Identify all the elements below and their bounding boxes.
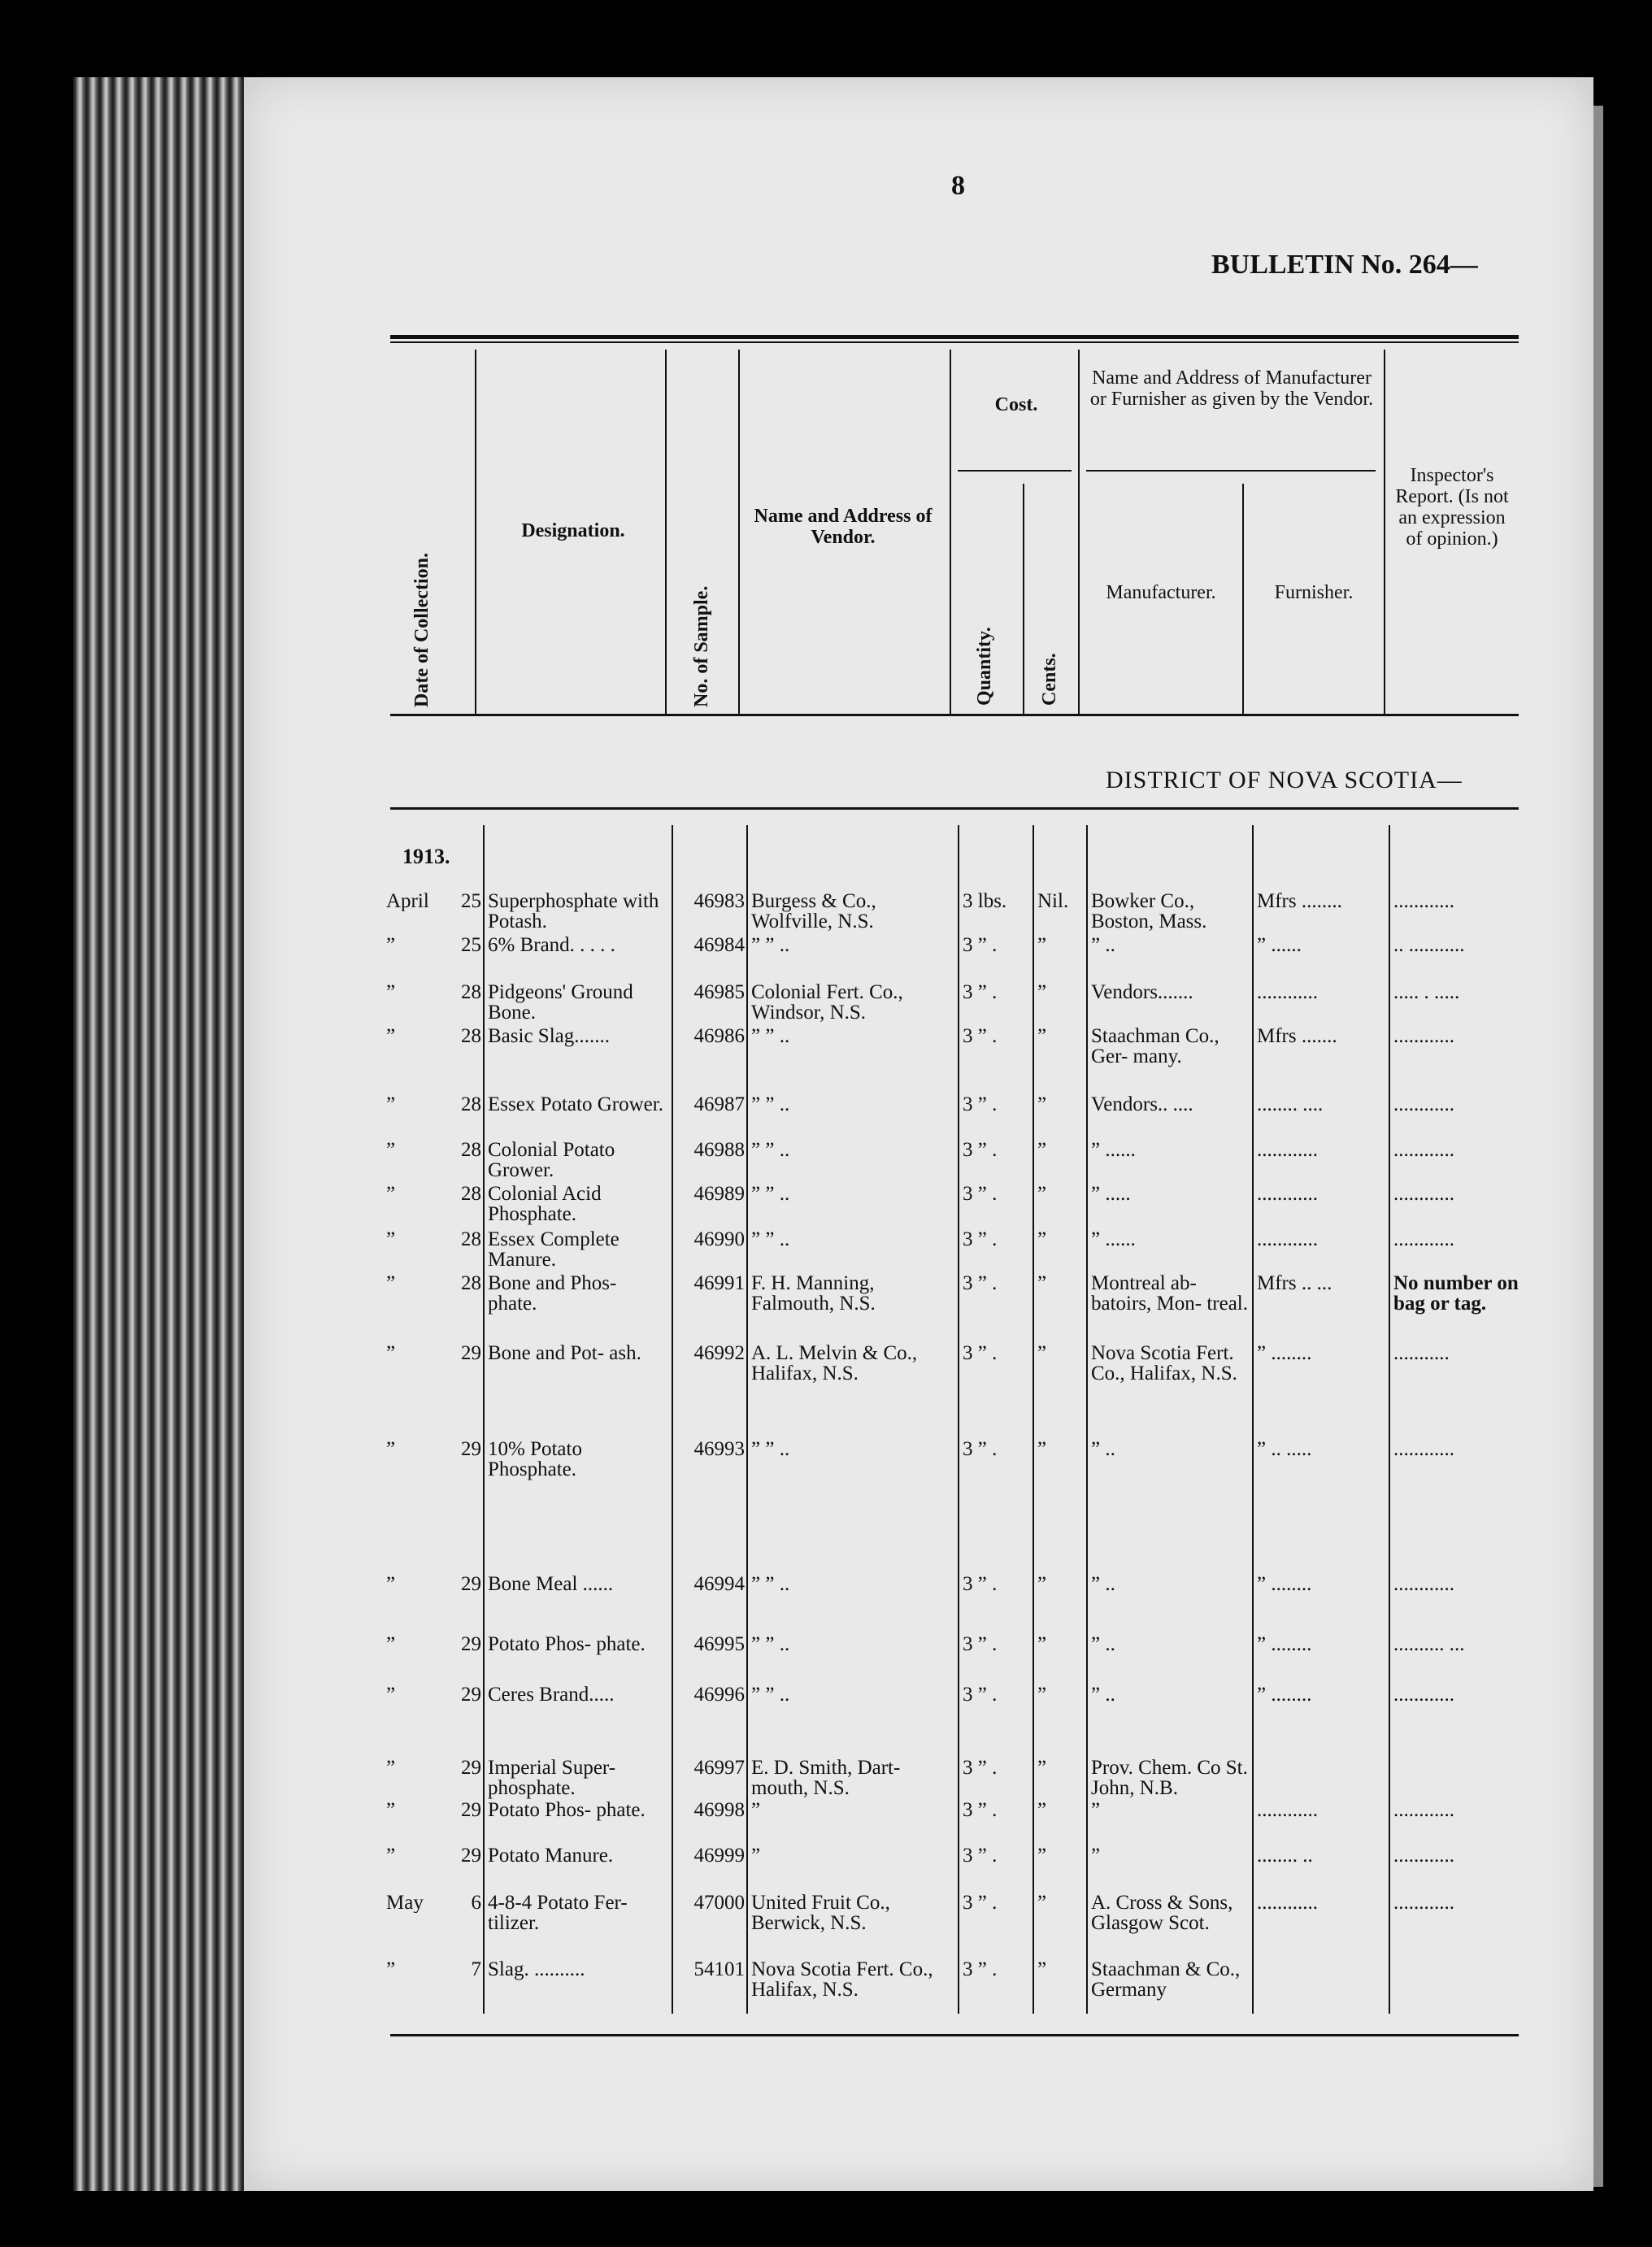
body-divider <box>1252 825 1254 2014</box>
cell-furnisher: Mfrs .. ... <box>1257 1273 1332 1293</box>
header-divider <box>475 350 476 714</box>
cell-sample: 46986 <box>693 1026 745 1046</box>
cell-month: ” <box>386 1273 396 1293</box>
cell-furnisher: ” ........ <box>1257 1343 1312 1363</box>
cell-month: ” <box>386 1184 396 1204</box>
cell-qty: 3 ” . <box>963 935 998 955</box>
cell-month: ” <box>386 1140 396 1160</box>
cell-report: ............ <box>1393 1799 1454 1821</box>
cell-month: ” <box>386 1634 396 1654</box>
cell-manufacturer: Staachman & Co., Germany <box>1091 1958 1241 2001</box>
cell-designation: Essex Potato Grower. <box>488 1093 663 1115</box>
cell-qty: 3 ” . <box>963 1343 998 1363</box>
cell-vendor: Colonial Fert. Co., Windsor, N.S. <box>751 981 903 1024</box>
cell-report: ............ <box>1393 1093 1454 1115</box>
header-furnisher: Furnisher. <box>1274 582 1354 603</box>
cell-furnisher: ” .. ..... <box>1257 1439 1312 1459</box>
cell-sample: 46991 <box>693 1273 745 1293</box>
cell-sample: 46995 <box>693 1634 745 1654</box>
cell-report: .. ........... <box>1393 934 1465 956</box>
cell-qty: 3 ” . <box>963 1439 998 1459</box>
cell-report: ............ <box>1393 1845 1454 1867</box>
cell-month: ” <box>386 1439 396 1459</box>
header-maker-group: Name and Address of Manufacturer or Furnisher as given by the Vendor. <box>1089 367 1374 410</box>
header-manufacturer: Manufacturer. <box>1106 582 1216 603</box>
cell-cents: Nil. <box>1037 891 1069 911</box>
cell-qty: 3 ” . <box>963 1758 998 1778</box>
cell-manufacturer: Staachman Co., Ger- many. <box>1091 1025 1219 1067</box>
cell-manufacturer: ” ...... <box>1091 1139 1136 1161</box>
cell-qty: 3 ” . <box>963 1026 998 1046</box>
cell-sample: 46988 <box>693 1140 745 1160</box>
cell-vendor: A. L. Melvin & Co., Halifax, N.S. <box>751 1342 918 1384</box>
cell-designation: Imperial Super- phosphate. <box>488 1757 616 1799</box>
cell-day: 29 <box>461 1758 481 1778</box>
cell-designation: Essex Complete Manure. <box>488 1228 620 1271</box>
cell-vendor: ” ” .. <box>751 1633 790 1655</box>
cell-qty: 3 ” . <box>963 982 998 1002</box>
cell-day: 28 <box>461 1184 481 1204</box>
cell-manufacturer: Prov. Chem. Co St. John, N.B. <box>1091 1757 1248 1799</box>
cell-cents: ” <box>1037 1140 1047 1160</box>
cell-furnisher: ” ........ <box>1257 1634 1312 1654</box>
header-designation: Designation. <box>521 520 625 541</box>
cell-day: 29 <box>461 1634 481 1654</box>
cell-sample: 47000 <box>693 1893 745 1913</box>
cell-designation: 6% Brand. . . . . <box>488 934 615 956</box>
cell-cents: ” <box>1037 1684 1047 1705</box>
cell-furnisher: ............ <box>1257 982 1318 1002</box>
cell-furnisher: ” ........ <box>1257 1574 1312 1594</box>
cell-day: 29 <box>461 1439 481 1459</box>
cell-vendor: Nova Scotia Fert. Co., Halifax, N.S. <box>751 1958 933 2001</box>
cell-qty: 3 ” . <box>963 1140 998 1160</box>
body-divider <box>672 825 673 2014</box>
cell-qty: 3 ” . <box>963 1959 998 1980</box>
body-divider <box>1389 825 1390 2014</box>
cell-qty: 3 ” . <box>963 1094 998 1115</box>
cell-qty: 3 ” . <box>963 1800 998 1820</box>
header-inspector: Inspector's Report. (Is not an expression of opinion.) <box>1395 465 1509 550</box>
cell-qty: 3 ” . <box>963 1845 998 1866</box>
body-divider <box>483 825 485 2014</box>
cell-manufacturer: ” <box>1091 1845 1101 1867</box>
cell-furnisher: ............ <box>1257 1229 1318 1250</box>
cell-month: ” <box>386 935 396 955</box>
cell-report: ............ <box>1393 1228 1454 1250</box>
cell-month: ” <box>386 1800 396 1820</box>
cell-day: 28 <box>461 1229 481 1250</box>
cell-sample: 46997 <box>693 1758 745 1778</box>
cell-day: 29 <box>461 1845 481 1866</box>
cell-sample: 46992 <box>693 1343 745 1363</box>
cell-qty: 3 ” . <box>963 1634 998 1654</box>
cell-qty: 3 ” . <box>963 1229 998 1250</box>
cell-manufacturer: Vendors....... <box>1091 981 1193 1003</box>
cell-designation: Ceres Brand..... <box>488 1684 615 1706</box>
header-cents: Cents. <box>1039 653 1060 706</box>
body-divider <box>958 825 959 2014</box>
header-date: Date of Collection. <box>411 553 433 707</box>
cell-cents: ” <box>1037 1574 1047 1594</box>
cell-report: ............ <box>1393 1025 1454 1047</box>
cell-manufacturer: Vendors.. .... <box>1091 1093 1193 1115</box>
cell-sample: 46998 <box>693 1800 745 1820</box>
cell-month: ” <box>386 1094 396 1115</box>
cell-sample: 46989 <box>693 1184 745 1204</box>
running-head: BULLETIN No. 264— <box>1211 250 1478 280</box>
cell-report: ............ <box>1393 1139 1454 1161</box>
cell-designation: Superphosphate with Potash. <box>488 890 659 932</box>
cell-report: ............ <box>1393 1183 1454 1205</box>
cell-vendor: ” ” .. <box>751 934 790 956</box>
cell-manufacturer: ” .. <box>1091 1633 1115 1655</box>
cell-day: 25 <box>461 935 481 955</box>
cell-sample: 54101 <box>693 1959 745 1980</box>
cell-report: ............ <box>1393 1892 1454 1914</box>
cell-vendor: ” ” .. <box>751 1025 790 1047</box>
cell-vendor: ” ” .. <box>751 1573 790 1595</box>
cell-report: ..... . ..... <box>1393 981 1460 1003</box>
cost-rule <box>958 470 1072 472</box>
cell-report: .......... ... <box>1393 1633 1465 1655</box>
cell-report: No number on bag or tag. <box>1393 1272 1519 1315</box>
district-heading: DISTRICT OF NOVA SCOTIA— <box>1106 767 1463 793</box>
cell-qty: 3 ” . <box>963 1184 998 1204</box>
cell-sample: 46999 <box>693 1845 745 1866</box>
cell-day: 29 <box>461 1684 481 1705</box>
cell-day: 29 <box>461 1343 481 1363</box>
body-divider <box>1086 825 1088 2014</box>
cell-furnisher: ............ <box>1257 1140 1318 1160</box>
cell-qty: 3 ” . <box>963 1273 998 1293</box>
cell-day: 28 <box>461 1026 481 1046</box>
cell-manufacturer: Nova Scotia Fert. Co., Halifax, N.S. <box>1091 1342 1237 1384</box>
cell-furnisher: ............ <box>1257 1893 1318 1913</box>
cell-vendor: E. D. Smith, Dart- mouth, N.S. <box>751 1757 901 1799</box>
header-divider <box>1242 484 1244 714</box>
cell-day: 28 <box>461 1140 481 1160</box>
cell-furnisher: Mfrs ........ <box>1257 891 1342 911</box>
cell-day: 28 <box>461 1273 481 1293</box>
cell-sample: 46987 <box>693 1094 745 1115</box>
cell-day: 6 <box>471 1893 481 1913</box>
cell-furnisher: ” ........ <box>1257 1684 1312 1705</box>
cell-designation: Potato Manure. <box>488 1845 614 1867</box>
header-top-rule-thin <box>390 341 1519 343</box>
cell-report: ............ <box>1393 890 1454 912</box>
cell-day: 25 <box>461 891 481 911</box>
header-vendor: Name and Address of Vendor. <box>754 506 933 548</box>
cell-cents: ” <box>1037 982 1047 1002</box>
cell-vendor: ” ” .. <box>751 1438 790 1460</box>
cell-month: ” <box>386 1845 396 1866</box>
cell-vendor: ” ” .. <box>751 1183 790 1205</box>
cell-sample: 46996 <box>693 1684 745 1705</box>
cell-furnisher: ............ <box>1257 1800 1318 1820</box>
cell-day: 7 <box>471 1959 481 1980</box>
cell-cents: ” <box>1037 1893 1047 1913</box>
cell-cents: ” <box>1037 1634 1047 1654</box>
cell-designation: Potato Phos- phate. <box>488 1633 646 1655</box>
cell-manufacturer: ” ...... <box>1091 1228 1136 1250</box>
cell-furnisher: ........ .. <box>1257 1845 1313 1866</box>
header-divider <box>1023 484 1024 714</box>
cell-qty: 3 ” . <box>963 1574 998 1594</box>
cell-day: 28 <box>461 982 481 1002</box>
header-divider <box>950 350 951 714</box>
cell-manufacturer: ” .. <box>1091 934 1115 956</box>
cell-cents: ” <box>1037 1184 1047 1204</box>
cell-vendor: ” ” .. <box>751 1684 790 1706</box>
cell-designation: Potato Phos- phate. <box>488 1799 646 1821</box>
header-divider <box>665 350 667 714</box>
cell-report: ........... <box>1393 1342 1450 1364</box>
cell-designation: Colonial Potato Grower. <box>488 1139 615 1181</box>
cell-sample: 46990 <box>693 1229 745 1250</box>
cell-vendor: ” <box>751 1845 761 1867</box>
cell-manufacturer: ” .. <box>1091 1684 1115 1706</box>
cell-cents: ” <box>1037 1800 1047 1820</box>
cell-designation: 4-8-4 Potato Fer- tilizer. <box>488 1892 628 1934</box>
cell-vendor: ” ” .. <box>751 1228 790 1250</box>
body-divider <box>1032 825 1034 2014</box>
cell-cents: ” <box>1037 1273 1047 1293</box>
cell-manufacturer: ” ..... <box>1091 1183 1131 1205</box>
cell-month: ” <box>386 1574 396 1594</box>
header-divider <box>1384 350 1385 714</box>
cell-designation: Basic Slag....... <box>488 1025 610 1047</box>
cell-designation: Bone Meal ...... <box>488 1573 614 1595</box>
maker-rule <box>1086 470 1376 472</box>
cell-day: 28 <box>461 1094 481 1115</box>
cell-furnisher: ” ...... <box>1257 935 1302 955</box>
cell-qty: 3 ” . <box>963 1684 998 1705</box>
cell-designation: Slag. .......... <box>488 1958 585 1980</box>
header-cost: Cost. <box>994 394 1038 415</box>
cell-vendor: ” ” .. <box>751 1093 790 1115</box>
page-edge <box>1593 106 1603 2187</box>
cell-furnisher: ............ <box>1257 1184 1318 1204</box>
cell-month: May <box>386 1893 424 1913</box>
cell-cents: ” <box>1037 1959 1047 1980</box>
cell-furnisher: ........ .... <box>1257 1094 1324 1115</box>
cell-qty: 3 lbs. <box>963 891 1007 911</box>
header-bottom-rule <box>390 714 1519 716</box>
cell-cents: ” <box>1037 1845 1047 1866</box>
cell-sample: 46993 <box>693 1439 745 1459</box>
cell-designation: Bone and Phos- phate. <box>488 1272 617 1315</box>
cell-manufacturer: ” .. <box>1091 1438 1115 1460</box>
cell-cents: ” <box>1037 1094 1047 1115</box>
cell-day: 29 <box>461 1800 481 1820</box>
cell-designation: Pidgeons' Ground Bone. <box>488 981 633 1024</box>
header-quantity: Quantity. <box>974 627 995 706</box>
cell-sample: 46984 <box>693 935 745 955</box>
cell-vendor: ” ” .. <box>751 1139 790 1161</box>
page <box>244 77 1593 2191</box>
header-divider <box>738 350 740 714</box>
cell-month: ” <box>386 1959 396 1980</box>
cell-vendor: ” <box>751 1799 761 1821</box>
cell-month: ” <box>386 1758 396 1778</box>
cell-sample: 46983 <box>693 891 745 911</box>
cell-cents: ” <box>1037 1229 1047 1250</box>
cell-sample: 46985 <box>693 982 745 1002</box>
cell-month: ” <box>386 1343 396 1363</box>
cell-vendor: Burgess & Co., Wolfville, N.S. <box>751 890 876 932</box>
cell-vendor: F. H. Manning, Falmouth, N.S. <box>751 1272 876 1315</box>
cell-month: ” <box>386 1026 396 1046</box>
cell-designation: Colonial Acid Phosphate. <box>488 1183 602 1225</box>
cell-cents: ” <box>1037 1758 1047 1778</box>
cell-manufacturer: Bowker Co., Boston, Mass. <box>1091 890 1207 932</box>
cell-month: ” <box>386 1684 396 1705</box>
header-top-rule <box>390 335 1519 339</box>
cell-designation: Bone and Pot- ash. <box>488 1342 641 1364</box>
cell-month: ” <box>386 1229 396 1250</box>
district-rule <box>390 807 1519 810</box>
cell-cents: ” <box>1037 935 1047 955</box>
cell-month: April <box>386 891 429 911</box>
header-divider <box>1078 350 1080 714</box>
cell-report: ............ <box>1393 1438 1454 1460</box>
header-sample: No. of Sample. <box>691 585 712 707</box>
body-divider <box>746 825 748 2014</box>
cell-designation: 10% Potato Phosphate. <box>488 1438 582 1480</box>
cell-furnisher: Mfrs ....... <box>1257 1026 1337 1046</box>
cell-report: ............ <box>1393 1684 1454 1706</box>
cell-month: ” <box>386 982 396 1002</box>
cell-manufacturer: ” <box>1091 1799 1101 1821</box>
cell-manufacturer: ” .. <box>1091 1573 1115 1595</box>
cell-manufacturer: Montreal ab- batoirs, Mon- treal. <box>1091 1272 1249 1315</box>
cell-cents: ” <box>1037 1026 1047 1046</box>
book-binding <box>73 77 268 2191</box>
page-number: 8 <box>951 171 965 201</box>
year-label: 1913. <box>402 845 450 868</box>
cell-cents: ” <box>1037 1439 1047 1459</box>
cell-cents: ” <box>1037 1343 1047 1363</box>
cell-qty: 3 ” . <box>963 1893 998 1913</box>
cell-report: ............ <box>1393 1573 1454 1595</box>
table-bottom-rule <box>390 2034 1519 2036</box>
cell-manufacturer: A. Cross & Sons, Glasgow Scot. <box>1091 1892 1233 1934</box>
cell-sample: 46994 <box>693 1574 745 1594</box>
cell-vendor: United Fruit Co., Berwick, N.S. <box>751 1892 890 1934</box>
cell-day: 29 <box>461 1574 481 1594</box>
